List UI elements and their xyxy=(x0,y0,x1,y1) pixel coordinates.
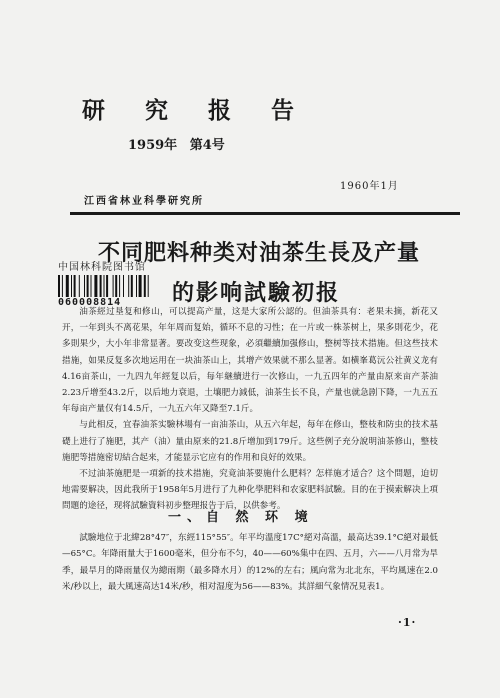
barcode-bar xyxy=(106,275,108,297)
page-number: ·1· xyxy=(398,616,417,629)
issue-year: 1959年 xyxy=(128,138,178,153)
article-title-line-2: 的影响試驗初报 xyxy=(172,280,341,306)
paragraph: 試驗地位于北緯28°47″，东經115°55″。年平均溫度17C°絕对高溫，最高达39.1°C絕对最低—65°C。年降雨量大于1600毫米，但分布不匀，40——60%集中在四、五月，六——八月常为旱季，最旱月的降雨量仅为總雨期（最多降水月）的12%的左右；風向常为北北东，平均風速在2.0米/秒以上，最大風速高达14米/秒，相对湿度为56——83%。其詳細气象情况見表1。 xyxy=(62,533,438,593)
paragraph: 与此相反，宜春油茶实驗林場有一亩油茶山，从五六年起，每年在修山，整枝和防虫的技术基礎上进行了施肥，其产（油）量由原来的21.8斤增加到179斤。这些例子充分說明油茶修山，整枝施肥等措施密切結合起来，才能显示它应有的作用和良好的效果。 xyxy=(62,420,438,463)
barcode-bar xyxy=(104,275,105,297)
header-divider xyxy=(70,212,460,215)
barcode-bar xyxy=(119,275,120,297)
environment-text xyxy=(62,530,438,596)
issue-line xyxy=(128,134,233,153)
institute-name: 江西省林业科學研究所 xyxy=(84,196,204,207)
barcode-bar xyxy=(123,275,124,297)
barcode-bar xyxy=(74,275,76,297)
barcode-bar xyxy=(136,275,137,297)
barcode-bar xyxy=(91,275,92,297)
barcode-number: 060008814 xyxy=(58,297,122,308)
barcode-bar xyxy=(113,275,114,297)
barcode-bar xyxy=(84,275,85,297)
article-title-line-1: 不同肥料种类对油茶生長及产量 xyxy=(98,240,421,266)
barcode-bar xyxy=(115,275,117,297)
barcode-bar xyxy=(128,275,129,297)
barcode-bar xyxy=(139,275,142,297)
barcode-bar xyxy=(148,275,149,297)
barcode-bar xyxy=(100,275,102,297)
issue-number: 第4号 xyxy=(189,138,225,153)
barcode-bar xyxy=(79,275,80,297)
paragraph: 油茶經过垦复和修山，可以提高产量，这是大家所公認的。但油茶具有：老果未摘，新花又开，一年到头不离花果，年年周而复始，循环不息的习性；在一片或一株茶树上，果多則花少，花多則果少，大小年非常显著。要改变这些现象，必須繼續加强修山，整树等技术措施。但这些技术措施，如果反复多次地运用在一块油茶山上，其增产效果就不那么显著。如横峯葛沅公社黄义龙有4.16亩茶山，一九四九年經复以后，每年継續进行一次修山，一九五四年的产量由原来亩产茶油2.23斤增至43.2斤，以后地力衰退，土壤肥力減低，油茶生长不良，产量也就急剧下降，一九五五年每亩产量仅有14.5斤，一九五六年又降至7.1斤。 xyxy=(62,307,438,415)
paragraph: 不过油茶施肥是一項新的技术措施，究竟油茶要施什么肥料？怎样施才适合？这个問题，迫切地需要解决，因此我所于1958年5月进行了九种化學肥料和农家肥料試驗。目的在于摸索解决上項問題的途径，现将試驗資料初步整理报告于后，以供参考。 xyxy=(62,469,438,512)
library-stamp xyxy=(58,258,180,308)
barcode-bar xyxy=(131,275,133,297)
library-name: 中国林科院图书馆 xyxy=(58,262,146,273)
publication-date: 1960年1月 xyxy=(340,181,399,192)
barcode-bar xyxy=(87,275,89,297)
barcode-bar xyxy=(144,275,146,297)
barcode-bar xyxy=(71,275,72,297)
barcode-bar xyxy=(94,275,97,297)
intro-text xyxy=(62,304,438,515)
barcode-icon xyxy=(58,275,174,297)
report-title: 研 究 报 告 xyxy=(82,97,311,124)
barcode-bar xyxy=(66,275,69,297)
barcode-bar xyxy=(62,275,63,297)
barcode-bar xyxy=(58,275,60,297)
section-heading: 一、自 然 环 境 xyxy=(168,510,314,525)
